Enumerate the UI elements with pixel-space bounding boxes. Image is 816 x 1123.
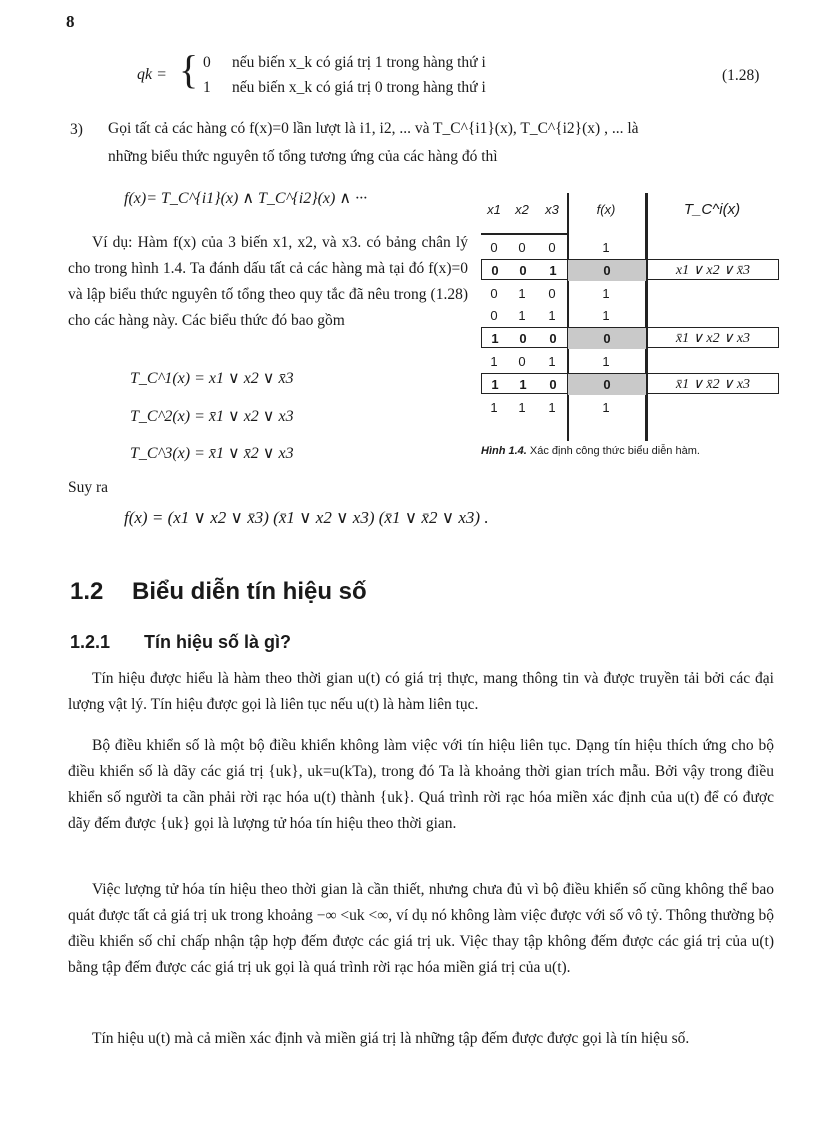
truth-table-row bbox=[481, 327, 779, 348]
subsection-heading bbox=[70, 632, 291, 653]
eq128-lhs: qk = bbox=[137, 66, 167, 83]
tc3-formula: T_C^3(x) = x̄1 ∨ x̄2 ∨ x3 bbox=[130, 445, 294, 462]
header-x2: x2 bbox=[515, 202, 529, 217]
cell-x2: 1 bbox=[519, 377, 527, 392]
cell-fx: 0 bbox=[568, 374, 646, 395]
truth-table-row bbox=[481, 351, 779, 372]
item3-line1: Gọi tất cả các hàng có f(x)=0 lần lượt là i1, i2, ... và T_C^{i1}(x), T_C^{i2}(x) , ... là bbox=[108, 120, 639, 137]
eq128-label: (1.28) bbox=[722, 67, 760, 84]
eq128-case1-text: nếu biến x_k có giá trị 0 trong hàng thứ i bbox=[232, 79, 486, 96]
cell-term: x1 ∨ x2 ∨ x̄3 bbox=[675, 263, 751, 278]
truth-table-row bbox=[481, 305, 779, 326]
item3-formula: f(x)= T_C^{i1}(x) ∧ T_C^{i2}(x) ∧ ··· bbox=[124, 190, 368, 207]
paragraph: Việc lượng tử hóa tín hiệu theo thời gian là cần thiết, nhưng chưa đủ vì bộ điều khiển số cũng không thể bao quát được tất cả giá trị uk trong khoảng −∞ <uk <∞, ví dụ nó không làm việc được với số vô tỷ. Thông thường bộ điều khiển số chỉ chấp nhận tập hợp đếm được các giá trị uk. Việc thay tập không đếm được các giá trị của u(t) bằng tập đếm được các giá trị uk gọi là quá trình rời rạc hóa miền giá trị của u(t). bbox=[68, 881, 774, 976]
cell-x3: 1 bbox=[548, 400, 556, 415]
section-heading bbox=[70, 578, 367, 606]
cell-term bbox=[647, 397, 777, 418]
final-formula: f(x) = (x1 ∨ x2 ∨ x̄3) (x̄1 ∨ x2 ∨ x3) (x̄1 ∨ x̄2 ∨ x3) . bbox=[124, 508, 489, 527]
cell-fx: 1 bbox=[602, 354, 610, 369]
cell-x2: 0 bbox=[518, 240, 526, 255]
header-rule bbox=[481, 233, 567, 235]
eq128-case0-val: 0 bbox=[203, 54, 211, 71]
figure-caption bbox=[481, 445, 700, 457]
cell-term bbox=[647, 305, 777, 326]
cell-x1: 1 bbox=[491, 377, 499, 392]
cell-x3: 1 bbox=[548, 308, 556, 323]
tc1-formula: T_C^1(x) = x1 ∨ x2 ∨ x̄3 bbox=[130, 370, 294, 387]
page-number: 8 bbox=[66, 12, 75, 31]
cell-x3: 0 bbox=[549, 377, 557, 392]
cell-x2: 0 bbox=[519, 263, 527, 278]
paragraph: Tín hiệu được hiểu là hàm theo thời gian u(t) có giá trị thực, mang thông tin và được truyền tải bởi các đại lượng vật lý. Tín hiệu được gọi là liên tục nếu u(t) là hàm liên tục. bbox=[68, 670, 774, 713]
cell-fx: 1 bbox=[602, 400, 610, 415]
item3-number: 3) bbox=[70, 121, 83, 138]
cell-term bbox=[647, 237, 777, 258]
eq128-case0-text: nếu biến x_k có giá trị 1 trong hàng thứ i bbox=[232, 54, 486, 71]
cell-x1: 1 bbox=[490, 354, 498, 369]
paragraph: Tín hiệu u(t) mà cả miền xác định và miền giá trị là những tập đếm được được gọi là tín hiệu số. bbox=[92, 1030, 690, 1047]
cell-fx: 1 bbox=[602, 308, 610, 323]
cell-term: x̄1 ∨ x2 ∨ x3 bbox=[675, 331, 751, 346]
cell-fx: 0 bbox=[568, 260, 646, 281]
paragraph: Bộ điều khiển số là một bộ điều khiển không làm việc với tín hiệu liên tục. Dạng tín hiệu thích ứng cho bộ điều khiển số là dãy các giá trị {uk}, uk=u(kTa), trong đó Ta là khoảng thời gian trích mẫu. Bởi vậy trong điều khiển số người ta cần phải rời rạc hóa u(t) thành {uk}. Quá trình rời rạc hóa miền xác định của u(t) để có được dãy đếm được {uk} gọi là lượng tử hóa tín hiệu theo thời gian. bbox=[68, 737, 774, 832]
section-number: 1.2 bbox=[70, 578, 104, 605]
truth-table-row bbox=[481, 237, 779, 258]
caption-text: Xác định công thức biểu diễn hàm. bbox=[529, 445, 700, 457]
suy-ra: Suy ra bbox=[68, 479, 109, 496]
tc2-formula: T_C^2(x) = x̄1 ∨ x2 ∨ x3 bbox=[130, 408, 294, 425]
cell-fx: 1 bbox=[602, 240, 610, 255]
cell-x1: 1 bbox=[491, 331, 499, 346]
subsection-title: Tín hiệu số là gì? bbox=[144, 632, 292, 652]
cell-x2: 0 bbox=[519, 331, 527, 346]
cell-term bbox=[647, 283, 777, 304]
cell-x3: 0 bbox=[548, 286, 556, 301]
cell-x3: 1 bbox=[548, 354, 556, 369]
cell-term: x̄1 ∨ x̄2 ∨ x3 bbox=[675, 377, 751, 392]
cell-x1: 0 bbox=[491, 263, 499, 278]
cell-x3: 0 bbox=[549, 331, 557, 346]
truth-table-header bbox=[481, 193, 779, 233]
truth-table-row bbox=[481, 397, 779, 418]
cell-x1: 0 bbox=[490, 240, 498, 255]
section-title: Biểu diễn tín hiệu số bbox=[132, 578, 367, 605]
cell-x3: 0 bbox=[548, 240, 556, 255]
header-x1: x1 bbox=[487, 202, 501, 217]
cell-fx: 0 bbox=[568, 328, 646, 349]
header-fx: f(x) bbox=[596, 202, 616, 217]
cell-fx: 1 bbox=[602, 286, 610, 301]
cell-x2: 1 bbox=[518, 308, 526, 323]
cell-x2: 1 bbox=[518, 400, 526, 415]
header-x3: x3 bbox=[545, 202, 559, 217]
truth-table-row bbox=[481, 259, 779, 280]
eq128-case1-val: 1 bbox=[203, 79, 211, 96]
item3-line2: những biểu thức nguyên tố tổng tương ứng của các hàng đó thì bbox=[108, 148, 498, 165]
truth-table-row bbox=[481, 373, 779, 394]
eq128-brace: { bbox=[179, 47, 199, 92]
truth-table-row bbox=[481, 283, 779, 304]
cell-x2: 0 bbox=[518, 354, 526, 369]
caption-label: Hình 1.4. bbox=[481, 445, 527, 457]
example-text: Ví dụ: Hàm f(x) của 3 biến x1, x2, và x3. có bảng chân lý cho trong hình 1.4. Ta đánh dấu tất cả các hàng mà tại đó f(x)=0 và lập biểu thức nguyên tố tổng theo quy tắc đã nêu trong (1.28) cho các hàng này. Các biểu thức đó bao gồm bbox=[68, 234, 468, 329]
cell-x2: 1 bbox=[518, 286, 526, 301]
cell-term bbox=[647, 351, 777, 372]
cell-x1: 0 bbox=[490, 308, 498, 323]
cell-x1: 1 bbox=[490, 400, 498, 415]
cell-x1: 0 bbox=[490, 286, 498, 301]
header-tc: T_C^i(x) bbox=[683, 201, 741, 218]
subsection-number: 1.2.1 bbox=[70, 632, 111, 652]
cell-x3: 1 bbox=[549, 263, 557, 278]
